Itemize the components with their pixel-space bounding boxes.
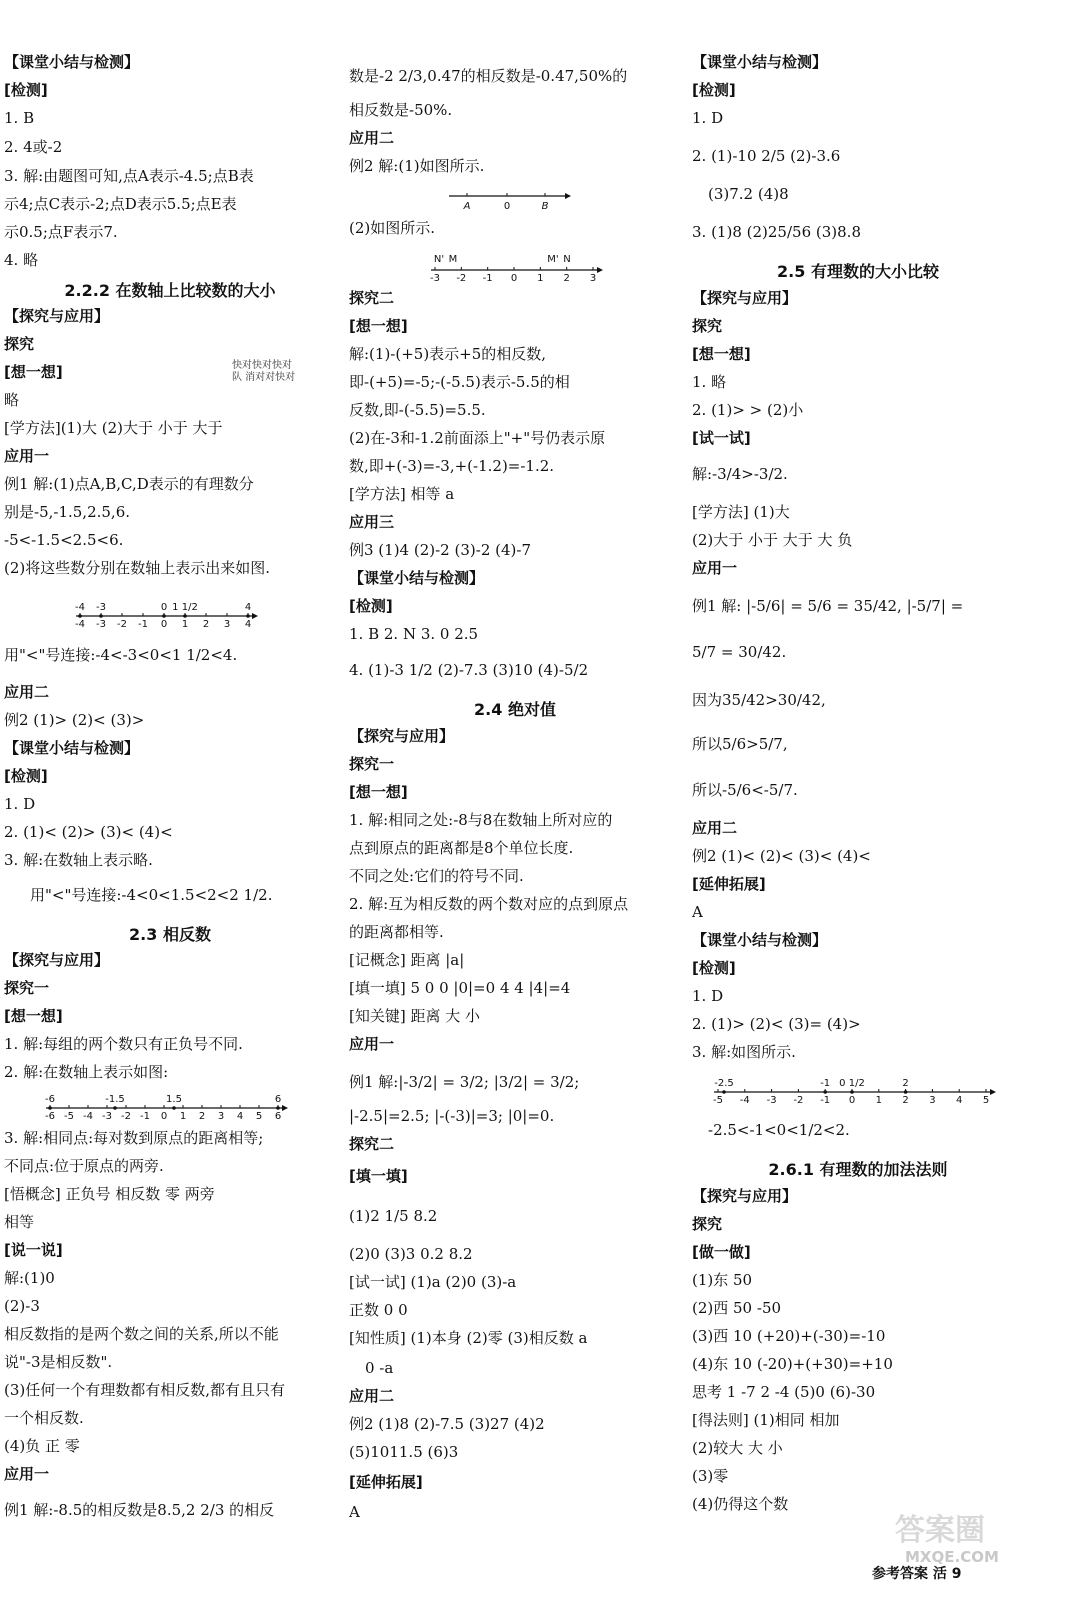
- answer-line: (2)较大 大 小: [692, 1439, 783, 1457]
- point-label: M': [547, 254, 559, 265]
- tick-label: 3: [589, 273, 597, 284]
- tick-label: 3: [223, 619, 231, 630]
- section-title: 2.4 绝对值: [474, 700, 556, 719]
- tick-label: 4: [236, 1111, 244, 1122]
- answer-line: 解:(1)0: [4, 1269, 55, 1287]
- point-label: 2: [902, 1078, 909, 1089]
- point-label: 6: [274, 1094, 282, 1105]
- number-line-figure: [40, 1082, 290, 1122]
- answer-line: [学方法](1)大 (2)大于 小于 大于: [4, 419, 223, 437]
- tick-label: -3: [96, 619, 106, 630]
- section-title: 2.3 相反数: [129, 925, 211, 944]
- point-label: -4: [75, 602, 85, 613]
- answer-line: 示4;点C表示-2;点D表示5.5;点E表: [4, 195, 237, 213]
- answer-line: 3. (1)8 (2)25/56 (3)8.8: [692, 223, 861, 241]
- answer-line: (5)1011.5 (6)3: [349, 1443, 459, 1461]
- tick-label: 2: [202, 619, 210, 630]
- section-header: 【课堂小结与检测】: [692, 931, 828, 949]
- subsection-label: 应用二: [4, 683, 50, 701]
- answer-line: [学方法] (1)大: [692, 503, 790, 521]
- axis-arrow: [565, 193, 571, 199]
- answer-line: A: [692, 903, 703, 921]
- subsection-label: 探究二: [349, 1135, 395, 1153]
- answer-line: 解:-3/4>-3/2.: [692, 465, 788, 483]
- answer-line: 相反数是-50%.: [349, 101, 453, 119]
- subsection-label: [检测]: [4, 81, 48, 99]
- subsection-label: 应用一: [692, 559, 738, 577]
- answer-line: 相反数指的是两个数之间的关系,所以不能: [4, 1325, 279, 1343]
- subsection-label: 应用二: [349, 129, 395, 147]
- point-marker: [78, 614, 82, 618]
- tick-label: -3: [102, 1111, 112, 1122]
- point-marker: [48, 1106, 52, 1110]
- axis-arrow: [252, 613, 258, 619]
- subsection-label: [检测]: [349, 597, 393, 615]
- tick-label: -3: [430, 273, 440, 284]
- answer-line: [得法则] (1)相同 相加: [692, 1411, 840, 1429]
- point-marker: [904, 1090, 908, 1094]
- point-marker: [246, 614, 250, 618]
- tick-label: 6: [274, 1111, 282, 1122]
- subsection-label: 探究: [692, 317, 723, 335]
- answer-line: 3. 解:相同点:每对数到原点的距离相等;: [4, 1129, 264, 1147]
- tick-label: -5: [713, 1095, 723, 1106]
- point-marker: [113, 1106, 117, 1110]
- point-marker: [823, 1090, 827, 1094]
- answer-line: (2)大于 小于 大于 大 负: [692, 531, 853, 549]
- tick-label: -2: [121, 1111, 131, 1122]
- axis-arrow: [597, 267, 603, 273]
- section-title: 2.6.1 有理数的加法法则: [768, 1160, 948, 1179]
- point-label: M: [448, 254, 458, 265]
- answer-line: 1. B: [4, 109, 35, 127]
- tick-label: 1: [181, 619, 189, 630]
- answer-line: 略: [4, 391, 20, 409]
- answer-line: 4. (1)-3 1/2 (2)-7.3 (3)10 (4)-5/2: [349, 661, 589, 679]
- answer-line: [知性质] (1)本身 (2)零 (3)相反数 a: [349, 1329, 588, 1347]
- number-line-figure: [425, 244, 605, 284]
- point-label: 4: [244, 602, 252, 613]
- tick-label: 4: [244, 619, 252, 630]
- point-label: N: [563, 254, 571, 265]
- tick-label: -4: [739, 1095, 750, 1106]
- subsection-label: [延伸拓展]: [349, 1473, 423, 1491]
- answer-line: 2. (1)> > (2)小: [692, 401, 804, 419]
- answer-line: [知关键] 距离 大 小: [349, 1007, 481, 1025]
- tick-label: -3: [766, 1095, 777, 1106]
- answer-line: [记概念] 距离 |a|: [349, 951, 465, 969]
- side-note: 快对快对快对 队 消对对快对: [232, 360, 296, 383]
- number-line-figure: [708, 1068, 998, 1108]
- point-marker: [99, 614, 103, 618]
- tick-label: -2: [793, 1095, 804, 1106]
- answer-line: 例2 (1)< (2)< (3)< (4)<: [692, 847, 871, 865]
- answer-line: 正数 0 0: [349, 1301, 408, 1319]
- point-marker: [172, 1106, 176, 1110]
- answer-line: 数是-2 2/3,0.47的相反数是-0.47,50%的: [349, 67, 628, 85]
- watermark-logo: 答案圈: [895, 1513, 985, 1548]
- answer-line: 例1 解:|-3/2| = 3/2; |3/2| = 3/2;: [349, 1073, 580, 1091]
- subsection-label: [检测]: [692, 959, 736, 977]
- tick-label: -6: [45, 1111, 55, 1122]
- answer-line: (2)如图所示.: [349, 219, 436, 237]
- section-header: 【探究与应用】: [349, 727, 455, 745]
- answer-line: (2)西 50 -50: [692, 1299, 782, 1317]
- section-title: 2.2.2 在数轴上比较数的大小: [64, 281, 276, 300]
- answer-line: 2. (1)> (2)< (3)= (4)>: [692, 1015, 861, 1033]
- answer-line: 相等: [4, 1213, 35, 1231]
- subsection-label: [延伸拓展]: [692, 875, 766, 893]
- number-line-figure: [70, 590, 260, 630]
- answer-line: 因为35/42>30/42,: [692, 691, 826, 709]
- answer-line: 1. D: [692, 987, 724, 1005]
- axis-arrow: [282, 1105, 288, 1111]
- point-label: -3: [96, 602, 106, 613]
- tick-label: -2: [117, 619, 127, 630]
- point-label: -6: [45, 1094, 55, 1105]
- tick-label: 5: [982, 1095, 990, 1106]
- tick-label: A: [463, 201, 471, 212]
- section-header: 【探究与应用】: [692, 1187, 798, 1205]
- answer-line: [悟概念] 正负号 相反数 零 两旁: [4, 1185, 215, 1203]
- section-header: 【课堂小结与检测】: [4, 739, 140, 757]
- tick-label: 3: [217, 1111, 225, 1122]
- answer-line: 3. 解:在数轴上表示略.: [4, 851, 153, 869]
- answer-line: [学方法] 相等 a: [349, 485, 455, 503]
- page-footer: 参考答案 活 9: [872, 1566, 962, 1582]
- number-line-figure: [445, 184, 575, 214]
- tick-label: 0: [510, 273, 518, 284]
- subsection-label: [想一想]: [4, 1007, 63, 1025]
- answer-line: 用"<"号连接:-4<-3<0<1 1/2<4.: [4, 646, 238, 664]
- answer-line: (4)仍得这个数: [692, 1495, 789, 1513]
- answer-line: 即-(+5)=-5;-(-5.5)表示-5.5的相: [349, 373, 570, 391]
- answer-line: (2)0 (3)3 0.2 8.2: [349, 1245, 473, 1263]
- subsection-label: [试一试]: [692, 429, 751, 447]
- subsection-label: 应用一: [4, 1465, 50, 1483]
- section-header: 【课堂小结与检测】: [349, 569, 485, 587]
- subsection-label: 探究一: [349, 755, 395, 773]
- answer-line: 所以5/6>5/7,: [692, 735, 788, 753]
- answer-line: 1. D: [4, 795, 36, 813]
- answer-line: [填一填] 5 0 0 |0|=0 4 4 |4|=4: [349, 979, 571, 997]
- tick-label: -1: [140, 1111, 150, 1122]
- watermark-url: MXQE.COM: [905, 1548, 999, 1566]
- section-header: 【探究与应用】: [4, 307, 110, 325]
- answer-line: [试一试] (1)a (2)0 (3)-a: [349, 1273, 517, 1291]
- tick-label: 3: [929, 1095, 936, 1106]
- tick-label: 5: [255, 1111, 263, 1122]
- subsection-label: 探究: [4, 335, 35, 353]
- point-marker: [850, 1090, 854, 1094]
- subsection-label: [检测]: [692, 81, 736, 99]
- tick-label: 1: [179, 1111, 187, 1122]
- answer-line: 解:(1)-(+5)表示+5的相反数,: [349, 345, 547, 363]
- section-header: 【课堂小结与检测】: [692, 53, 828, 71]
- axis-arrow: [990, 1089, 996, 1095]
- answer-line: 数,即+(-3)=-3,+(-1.2)=-1.2.: [349, 457, 555, 475]
- answer-line: 2. (1)-10 2/5 (2)-3.6: [692, 147, 841, 165]
- tick-label: -5: [64, 1111, 74, 1122]
- point-label: 0 1/2: [839, 1078, 865, 1089]
- answer-line: 2. 4或-2: [4, 138, 63, 156]
- tick-label: 2: [902, 1095, 909, 1106]
- section-title: 2.5 有理数的大小比较: [777, 262, 939, 281]
- tick-label: -2: [456, 273, 467, 284]
- tick-label: 0: [503, 201, 511, 212]
- tick-label: -1: [482, 273, 493, 284]
- tick-label: 1: [875, 1095, 882, 1106]
- answer-line: 例1 解:-8.5的相反数是8.5,2 2/3 的相反: [4, 1501, 275, 1519]
- answer-line: 0 -a: [365, 1359, 394, 1377]
- answer-line: 一个相反数.: [4, 1409, 84, 1427]
- answer-line: 1. B 2. N 3. 0 2.5: [349, 625, 479, 643]
- subsection-label: [想一想]: [4, 363, 63, 381]
- answer-line: 反数,即-(-5.5)=5.5.: [349, 401, 486, 419]
- answer-line: 例1 解: |-5/6| = 5/6 = 35/42, |-5/7| =: [692, 597, 964, 615]
- point-marker: [722, 1090, 726, 1094]
- answer-line: (3)7.2 (4)8: [708, 185, 789, 203]
- section-header: 【探究与应用】: [692, 289, 798, 307]
- subsection-label: [说一说]: [4, 1241, 63, 1259]
- tick-label: 1: [537, 273, 544, 284]
- subsection-label: [想一想]: [349, 783, 408, 801]
- subsection-label: 应用二: [349, 1387, 395, 1405]
- point-label: -1.5: [105, 1094, 125, 1105]
- subsection-label: [填一填]: [349, 1167, 408, 1185]
- answer-line: (4)东 10 (-20)+(+30)=+10: [692, 1355, 893, 1373]
- answer-line: 1. 略: [692, 373, 727, 391]
- point-label: 1 1/2: [172, 602, 198, 613]
- answer-line: 点到原点的距离都是8个单位长度.: [349, 839, 574, 857]
- tick-label: -1: [138, 619, 148, 630]
- point-label: 0: [160, 602, 168, 613]
- subsection-label: 应用三: [349, 513, 395, 531]
- answer-line: 例2 (1)> (2)< (3)>: [4, 711, 145, 729]
- answer-line: 所以-5/6<-5/7.: [692, 781, 798, 799]
- subsection-label: [想一想]: [349, 317, 408, 335]
- tick-label: 4: [956, 1095, 963, 1106]
- tick-label: -4: [83, 1111, 93, 1122]
- tick-label: 2: [198, 1111, 206, 1122]
- subsection-label: 应用一: [4, 447, 50, 465]
- answer-line: |-2.5|=2.5; |-(-3)|=3; |0|=0.: [349, 1107, 555, 1125]
- answer-line: -5<-1.5<2.5<6.: [4, 531, 124, 549]
- section-header: 【课堂小结与检测】: [4, 53, 140, 71]
- answer-line: 4. 略: [4, 251, 39, 269]
- answer-line: (1)2 1/5 8.2: [349, 1207, 438, 1225]
- answer-line: -2.5<-1<0<1/2<2.: [708, 1121, 850, 1139]
- subsection-label: [想一想]: [692, 345, 751, 363]
- answer-line: 2. 解:在数轴上表示如图:: [4, 1063, 169, 1081]
- answer-line: 不同点:位于原点的两旁.: [4, 1157, 164, 1175]
- subsection-label: 探究二: [349, 289, 395, 307]
- tick-label: -4: [75, 619, 85, 630]
- answer-line: 的距离都相等.: [349, 923, 444, 941]
- subsection-label: 应用二: [692, 819, 738, 837]
- tick-label: 0: [848, 1095, 856, 1106]
- tick-label: -1: [820, 1095, 831, 1106]
- answer-line: (1)东 50: [692, 1271, 753, 1289]
- answer-line: 不同之处:它们的符号不同.: [349, 867, 524, 885]
- point-label: -2.5: [714, 1078, 734, 1089]
- answer-line: (3)零: [692, 1467, 729, 1485]
- answer-line: 用"<"号连接:-4<0<1.5<2<2 1/2.: [30, 886, 273, 904]
- answer-line: (2)-3: [4, 1297, 40, 1315]
- answer-line: 1. 解:相同之处:-8与8在数轴上所对应的: [349, 811, 613, 829]
- subsection-label: [做一做]: [692, 1243, 751, 1261]
- answer-line: 3. 解:如图所示.: [692, 1043, 796, 1061]
- answer-line: 例2 (1)8 (2)-7.5 (3)27 (4)2: [349, 1415, 545, 1433]
- answer-line: (4)负 正 零: [4, 1437, 80, 1455]
- subsection-label: 应用一: [349, 1035, 395, 1053]
- answer-line: 1. D: [692, 109, 724, 127]
- subsection-label: 探究: [692, 1215, 723, 1233]
- answer-line: 5/7 = 30/42.: [692, 643, 787, 661]
- tick-label: B: [541, 201, 549, 212]
- answer-line: 1. 解:每组的两个数只有正负号不同.: [4, 1035, 243, 1053]
- point-marker: [162, 614, 166, 618]
- point-label: N': [433, 254, 445, 265]
- answer-line: 示0.5;点F表示7.: [4, 223, 118, 241]
- answer-line: 例3 (1)4 (2)-2 (3)-2 (4)-7: [349, 541, 531, 559]
- answer-line: 例1 解:(1)点A,B,C,D表示的有理数分: [4, 475, 254, 493]
- answer-line: 2. 解:互为相反数的两个数对应的点到原点: [349, 895, 629, 913]
- subsection-label: 探究一: [4, 979, 50, 997]
- answer-line: 思考 1 -7 2 -4 (5)0 (6)-30: [692, 1383, 876, 1401]
- answer-line: 2. (1)< (2)> (3)< (4)<: [4, 823, 173, 841]
- point-label: -1: [820, 1078, 831, 1089]
- answer-line: (2)在-3和-1.2前面添上"+"号仍表示原: [349, 429, 606, 447]
- answer-line: (3)西 10 (+20)+(-30)=-10: [692, 1327, 886, 1345]
- point-marker: [183, 614, 187, 618]
- tick-label: 0: [160, 619, 168, 630]
- answer-line: 说"-3是相反数".: [4, 1353, 113, 1371]
- section-header: 【探究与应用】: [4, 951, 110, 969]
- tick-label: 2: [563, 273, 570, 284]
- answer-line: A: [349, 1503, 360, 1521]
- tick-label: 0: [160, 1111, 168, 1122]
- subsection-label: [检测]: [4, 767, 48, 785]
- answer-line: 例2 解:(1)如图所示.: [349, 157, 485, 175]
- answer-line: (2)将这些数分别在数轴上表示出来如图.: [4, 559, 271, 577]
- point-marker: [276, 1106, 280, 1110]
- answer-line: 别是-5,-1.5,2.5,6.: [4, 503, 131, 521]
- answer-line: (3)任何一个有理数都有相反数,都有且只有: [4, 1381, 286, 1399]
- point-label: 1.5: [166, 1094, 182, 1105]
- answer-line: 3. 解:由题图可知,点A表示-4.5;点B表: [4, 167, 254, 185]
